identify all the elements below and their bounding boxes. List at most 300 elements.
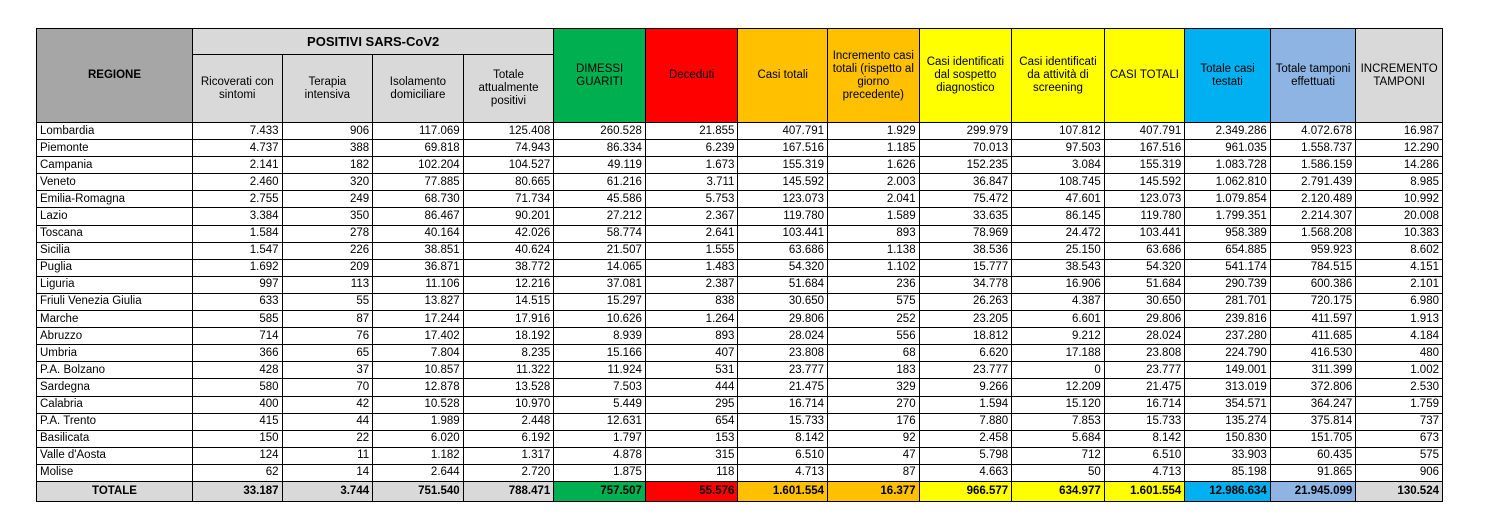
region-name: Lombardia (37, 123, 193, 140)
table-cell: 2.101 (1356, 276, 1443, 293)
region-name: Puglia (37, 259, 193, 276)
table-cell: 33.635 (919, 208, 1012, 225)
table-cell: 281.701 (1185, 293, 1271, 310)
table-cell: 7.503 (554, 379, 646, 396)
table-cell: 13.827 (373, 293, 464, 310)
table-cell: 270 (828, 396, 920, 413)
total-cell: 16.377 (828, 481, 920, 501)
table-cell: 145.592 (738, 174, 828, 191)
table-cell: 480 (1356, 345, 1443, 362)
table-cell: 18.192 (463, 328, 554, 345)
table-cell: 119.780 (1104, 208, 1185, 225)
table-cell: 2.791.439 (1270, 174, 1356, 191)
table-cell: 249 (282, 191, 373, 208)
table-cell: 1.317 (463, 447, 554, 464)
table-cell: 5.753 (645, 191, 738, 208)
table-cell: 1.589 (828, 208, 920, 225)
table-cell: 152.235 (919, 157, 1012, 174)
table-cell: 61.216 (554, 174, 646, 191)
table-cell: 4.072.678 (1270, 123, 1356, 140)
table-cell: 7.433 (192, 123, 282, 140)
table-cell: 77.885 (373, 174, 464, 191)
table-cell: 44 (282, 413, 373, 430)
table-cell: 25.150 (1012, 242, 1105, 259)
table-cell: 6.601 (1012, 311, 1105, 328)
table-cell: 150 (192, 430, 282, 447)
table-cell: 712 (1012, 447, 1105, 464)
table-cell: 2.141 (192, 157, 282, 174)
table-row (37, 379, 1443, 396)
table-cell: 24.472 (1012, 225, 1105, 242)
table-cell: 1.799.351 (1185, 208, 1271, 225)
total-cell: 634.977 (1012, 481, 1105, 501)
table-cell: 585 (192, 311, 282, 328)
table-cell: 407.791 (738, 123, 828, 140)
table-cell: 8.985 (1356, 174, 1443, 191)
total-cell: 966.577 (919, 481, 1012, 501)
table-cell: 7.804 (373, 345, 464, 362)
table-cell: 9.212 (1012, 328, 1105, 345)
table-cell: 1.989 (373, 413, 464, 430)
table-cell: 720.175 (1270, 293, 1356, 310)
table-cell: 1.558.737 (1270, 140, 1356, 157)
total-cell: 1.601.554 (738, 481, 828, 501)
table-cell: 104.527 (463, 157, 554, 174)
table-cell: 575 (1356, 447, 1443, 464)
table-cell: 350 (282, 208, 373, 225)
table-cell: 4.737 (192, 140, 282, 157)
table-cell: 10.528 (373, 396, 464, 413)
table-cell: 16.987 (1356, 123, 1443, 140)
region-name: Valle d'Aosta (37, 447, 193, 464)
table-cell: 37 (282, 362, 373, 379)
table-cell: 411.597 (1270, 311, 1356, 328)
table-cell: 407.791 (1104, 123, 1185, 140)
table-cell: 36.847 (919, 174, 1012, 191)
table-cell: 47 (828, 447, 920, 464)
table-cell: 17.188 (1012, 345, 1105, 362)
table-cell: 3.711 (645, 174, 738, 191)
table-cell: 26.263 (919, 293, 1012, 310)
table-cell: 15.120 (1012, 396, 1105, 413)
table-cell: 151.705 (1270, 430, 1356, 447)
table-cell: 531 (645, 362, 738, 379)
table-cell: 8.142 (738, 430, 828, 447)
total-cell: 757.507 (554, 481, 646, 501)
table-row (37, 140, 1443, 157)
table-cell: 62 (192, 464, 282, 481)
table-cell: 23.808 (738, 345, 828, 362)
table-cell: 11.924 (554, 362, 646, 379)
table-cell: 107.812 (1012, 123, 1105, 140)
table-cell: 69.818 (373, 140, 464, 157)
table-row (37, 225, 1443, 242)
table-cell: 10.857 (373, 362, 464, 379)
table-cell: 260.528 (554, 123, 646, 140)
table-cell: 76 (282, 328, 373, 345)
table-cell: 103.441 (1104, 225, 1185, 242)
table-cell: 252 (828, 311, 920, 328)
table-cell: 153 (645, 430, 738, 447)
total-cell: 33.187 (192, 481, 282, 501)
table-row (37, 276, 1443, 293)
table-cell: 50 (1012, 464, 1105, 481)
table-cell: 123.073 (738, 191, 828, 208)
table-cell: 21.507 (554, 242, 646, 259)
header-regione: REGIONE (37, 29, 193, 123)
table-cell: 15.166 (554, 345, 646, 362)
table-cell: 97.503 (1012, 140, 1105, 157)
table-cell: 407 (645, 345, 738, 362)
table-cell: 86.334 (554, 140, 646, 157)
table-cell: 4.713 (738, 464, 828, 481)
table-cell: 108.745 (1012, 174, 1105, 191)
table-cell: 15.733 (1104, 413, 1185, 430)
table-cell: 23.808 (1104, 345, 1185, 362)
header-testati: Totale casi testati (1185, 29, 1271, 123)
table-cell: 1.102 (828, 259, 920, 276)
total-cell: 55.576 (645, 481, 738, 501)
table-cell: 155.319 (1104, 157, 1185, 174)
table-cell: 0 (1012, 362, 1105, 379)
table-cell: 11.322 (463, 362, 554, 379)
table-row (37, 208, 1443, 225)
table-cell: 714 (192, 328, 282, 345)
total-cell: 1.601.554 (1104, 481, 1185, 501)
table-cell: 23.205 (919, 311, 1012, 328)
total-label: TOTALE (37, 481, 193, 501)
table-cell: 2.448 (463, 413, 554, 430)
table-cell: 11.106 (373, 276, 464, 293)
table-cell: 1.079.854 (1185, 191, 1271, 208)
table-cell: 838 (645, 293, 738, 310)
table-cell: 997 (192, 276, 282, 293)
table-cell: 311.399 (1270, 362, 1356, 379)
header-incremento-tamponi: INCREMENTO TAMPONI (1356, 29, 1443, 123)
table-cell: 183 (828, 362, 920, 379)
table-cell: 7.853 (1012, 413, 1105, 430)
table-cell: 74.943 (463, 140, 554, 157)
table-cell: 68 (828, 345, 920, 362)
table-cell: 125.408 (463, 123, 554, 140)
table-cell: 4.387 (1012, 293, 1105, 310)
table-cell: 17.402 (373, 328, 464, 345)
table-cell: 236 (828, 276, 920, 293)
table-cell: 1.185 (828, 140, 920, 157)
table-cell: 290.739 (1185, 276, 1271, 293)
table-cell: 226 (282, 242, 373, 259)
header-isolamento: Isolamento domiciliare (373, 55, 464, 123)
total-cell: 130.524 (1356, 481, 1443, 501)
table-cell: 11 (282, 447, 373, 464)
table-cell: 411.685 (1270, 328, 1356, 345)
table-cell: 23.777 (738, 362, 828, 379)
region-name: Abruzzo (37, 328, 193, 345)
table-cell: 1.594 (919, 396, 1012, 413)
header-totale-positivi: Totale attualmente positivi (463, 55, 554, 123)
table-cell: 14 (282, 464, 373, 481)
table-cell: 12.878 (373, 379, 464, 396)
table-cell: 63.686 (738, 242, 828, 259)
table-cell: 1.692 (192, 259, 282, 276)
table-cell: 5.798 (919, 447, 1012, 464)
region-name: Sicilia (37, 242, 193, 259)
table-cell: 737 (1356, 413, 1443, 430)
region-name: Molise (37, 464, 193, 481)
table-cell: 8.235 (463, 345, 554, 362)
table-cell: 22 (282, 430, 373, 447)
table-cell: 21.475 (738, 379, 828, 396)
table-cell: 14.065 (554, 259, 646, 276)
header-casi-totali-caps: CASI TOTALI (1104, 29, 1185, 123)
table-cell: 87 (282, 311, 373, 328)
table-cell: 2.458 (919, 430, 1012, 447)
table-cell: 15.777 (919, 259, 1012, 276)
header-screening: Casi identificati da attività di screening (1012, 29, 1105, 123)
table-row (37, 311, 1443, 328)
total-cell: 751.540 (373, 481, 464, 501)
table-cell: 37.081 (554, 276, 646, 293)
table-row (37, 157, 1443, 174)
table-cell: 1.913 (1356, 311, 1443, 328)
table-cell: 959.923 (1270, 242, 1356, 259)
table-cell: 1.797 (554, 430, 646, 447)
table-cell: 354.571 (1185, 396, 1271, 413)
table-cell: 16.714 (738, 396, 828, 413)
header-dimessi: DIMESSI GUARITI (554, 29, 646, 123)
table-cell: 6.510 (738, 447, 828, 464)
table-row (37, 293, 1443, 310)
table-cell: 54.320 (1104, 259, 1185, 276)
table-cell: 42.026 (463, 225, 554, 242)
table-cell: 6.192 (463, 430, 554, 447)
table-cell: 119.780 (738, 208, 828, 225)
table-cell: 60.435 (1270, 447, 1356, 464)
header-incremento: Incremento casi totali (rispetto al giorno precedente) (828, 29, 920, 123)
table-cell: 961.035 (1185, 140, 1271, 157)
total-cell: 788.471 (463, 481, 554, 501)
header-tamponi: Totale tamponi effettuati (1270, 29, 1356, 123)
total-row (37, 481, 1443, 501)
table-cell: 654.885 (1185, 242, 1271, 259)
table-cell: 364.247 (1270, 396, 1356, 413)
table-cell: 167.516 (1104, 140, 1185, 157)
table-cell: 21.475 (1104, 379, 1185, 396)
table-cell: 1.062.810 (1185, 174, 1271, 191)
table-cell: 4.184 (1356, 328, 1443, 345)
table-cell: 75.472 (919, 191, 1012, 208)
table-cell: 5.684 (1012, 430, 1105, 447)
table-cell: 12.290 (1356, 140, 1443, 157)
total-cell: 12.986.634 (1185, 481, 1271, 501)
table-cell: 1.083.728 (1185, 157, 1271, 174)
table-row (37, 123, 1443, 140)
table-row (37, 464, 1443, 481)
table-cell: 209 (282, 259, 373, 276)
table-cell: 10.383 (1356, 225, 1443, 242)
table-cell: 1.875 (554, 464, 646, 481)
table-cell: 4.713 (1104, 464, 1185, 481)
region-name: Marche (37, 311, 193, 328)
table-cell: 38.543 (1012, 259, 1105, 276)
table-cell: 1.555 (645, 242, 738, 259)
table-cell: 14.286 (1356, 157, 1443, 174)
table-cell: 224.790 (1185, 345, 1271, 362)
table-cell: 58.774 (554, 225, 646, 242)
table-cell: 2.720 (463, 464, 554, 481)
table-cell: 40.164 (373, 225, 464, 242)
table-cell: 33.903 (1185, 447, 1271, 464)
table-cell: 40.624 (463, 242, 554, 259)
table-row (37, 430, 1443, 447)
table-cell: 8.142 (1104, 430, 1185, 447)
table-cell: 6.239 (645, 140, 738, 157)
region-name: Liguria (37, 276, 193, 293)
table-row (37, 362, 1443, 379)
table-cell: 17.244 (373, 311, 464, 328)
covid-regional-table (36, 28, 1443, 502)
table-cell: 1.586.159 (1270, 157, 1356, 174)
header-deceduti: Deceduti (645, 29, 738, 123)
table-cell: 366 (192, 345, 282, 362)
table-cell: 145.592 (1104, 174, 1185, 191)
table-cell: 45.586 (554, 191, 646, 208)
table-cell: 15.733 (738, 413, 828, 430)
region-name: Sardegna (37, 379, 193, 396)
region-name: Piemonte (37, 140, 193, 157)
table-cell: 4.878 (554, 447, 646, 464)
table-cell: 23.777 (1104, 362, 1185, 379)
table-cell: 633 (192, 293, 282, 310)
table-cell: 135.274 (1185, 413, 1271, 430)
table-cell: 16.714 (1104, 396, 1185, 413)
table-cell: 329 (828, 379, 920, 396)
table-cell: 1.002 (1356, 362, 1443, 379)
table-cell: 103.441 (738, 225, 828, 242)
table-cell: 400 (192, 396, 282, 413)
table-cell: 124 (192, 447, 282, 464)
table-cell: 12.631 (554, 413, 646, 430)
table-cell: 8.602 (1356, 242, 1443, 259)
table-cell: 372.806 (1270, 379, 1356, 396)
table-cell: 113 (282, 276, 373, 293)
table-cell: 415 (192, 413, 282, 430)
table-cell: 123.073 (1104, 191, 1185, 208)
table-cell: 444 (645, 379, 738, 396)
table-cell: 85.198 (1185, 464, 1271, 481)
region-name: Calabria (37, 396, 193, 413)
table-cell: 38.536 (919, 242, 1012, 259)
table-cell: 278 (282, 225, 373, 242)
table-cell: 580 (192, 379, 282, 396)
table-cell: 906 (1356, 464, 1443, 481)
table-cell: 1.483 (645, 259, 738, 276)
table-cell: 63.686 (1104, 242, 1185, 259)
table-cell: 2.641 (645, 225, 738, 242)
table-cell: 320 (282, 174, 373, 191)
table-cell: 86.467 (373, 208, 464, 225)
table-cell: 6.020 (373, 430, 464, 447)
table-cell: 42 (282, 396, 373, 413)
table-cell: 5.449 (554, 396, 646, 413)
table-cell: 78.969 (919, 225, 1012, 242)
table-cell: 2.349.286 (1185, 123, 1271, 140)
table-cell: 18.812 (919, 328, 1012, 345)
table-cell: 1.584 (192, 225, 282, 242)
table-cell: 182 (282, 157, 373, 174)
table-cell: 150.830 (1185, 430, 1271, 447)
table-cell: 375.814 (1270, 413, 1356, 430)
table-row (37, 242, 1443, 259)
table-cell: 28.024 (1104, 328, 1185, 345)
table-row (37, 447, 1443, 464)
table-cell: 388 (282, 140, 373, 157)
table-cell: 68.730 (373, 191, 464, 208)
table-row (37, 396, 1443, 413)
region-name: Toscana (37, 225, 193, 242)
table-cell: 10.626 (554, 311, 646, 328)
table-cell: 2.644 (373, 464, 464, 481)
table-cell: 8.939 (554, 328, 646, 345)
region-name: Veneto (37, 174, 193, 191)
table-cell: 15.297 (554, 293, 646, 310)
region-name: Emilia-Romagna (37, 191, 193, 208)
table-cell: 313.019 (1185, 379, 1271, 396)
table-cell: 30.650 (738, 293, 828, 310)
table-cell: 13.528 (463, 379, 554, 396)
table-cell: 23.777 (919, 362, 1012, 379)
table-cell: 600.386 (1270, 276, 1356, 293)
table-cell: 6.510 (1104, 447, 1185, 464)
table-cell: 29.806 (1104, 311, 1185, 328)
table-row (37, 328, 1443, 345)
table-cell: 38.851 (373, 242, 464, 259)
table-cell: 28.024 (738, 328, 828, 345)
table-cell: 2.120.489 (1270, 191, 1356, 208)
table-row (37, 345, 1443, 362)
table-cell: 428 (192, 362, 282, 379)
table-cell: 1.138 (828, 242, 920, 259)
table-cell: 2.003 (828, 174, 920, 191)
table-cell: 2.214.307 (1270, 208, 1356, 225)
table-cell: 2.530 (1356, 379, 1443, 396)
table-cell: 117.069 (373, 123, 464, 140)
table-cell: 36.871 (373, 259, 464, 276)
header-terapia: Terapia intensiva (282, 55, 373, 123)
table-cell: 16.906 (1012, 276, 1105, 293)
table-cell: 893 (828, 225, 920, 242)
table-cell: 299.979 (919, 123, 1012, 140)
table-cell: 2.367 (645, 208, 738, 225)
table-cell: 167.516 (738, 140, 828, 157)
table-cell: 2.387 (645, 276, 738, 293)
table-cell: 4.151 (1356, 259, 1443, 276)
table-cell: 7.880 (919, 413, 1012, 430)
table-cell: 118 (645, 464, 738, 481)
table-row (37, 259, 1443, 276)
region-name: Umbria (37, 345, 193, 362)
table-cell: 71.734 (463, 191, 554, 208)
table-cell: 4.663 (919, 464, 1012, 481)
table-cell: 149.001 (1185, 362, 1271, 379)
table-cell: 90.201 (463, 208, 554, 225)
table-cell: 38.772 (463, 259, 554, 276)
table-cell: 239.816 (1185, 311, 1271, 328)
region-name: Campania (37, 157, 193, 174)
table-cell: 55 (282, 293, 373, 310)
table-cell: 10.992 (1356, 191, 1443, 208)
table-cell: 92 (828, 430, 920, 447)
